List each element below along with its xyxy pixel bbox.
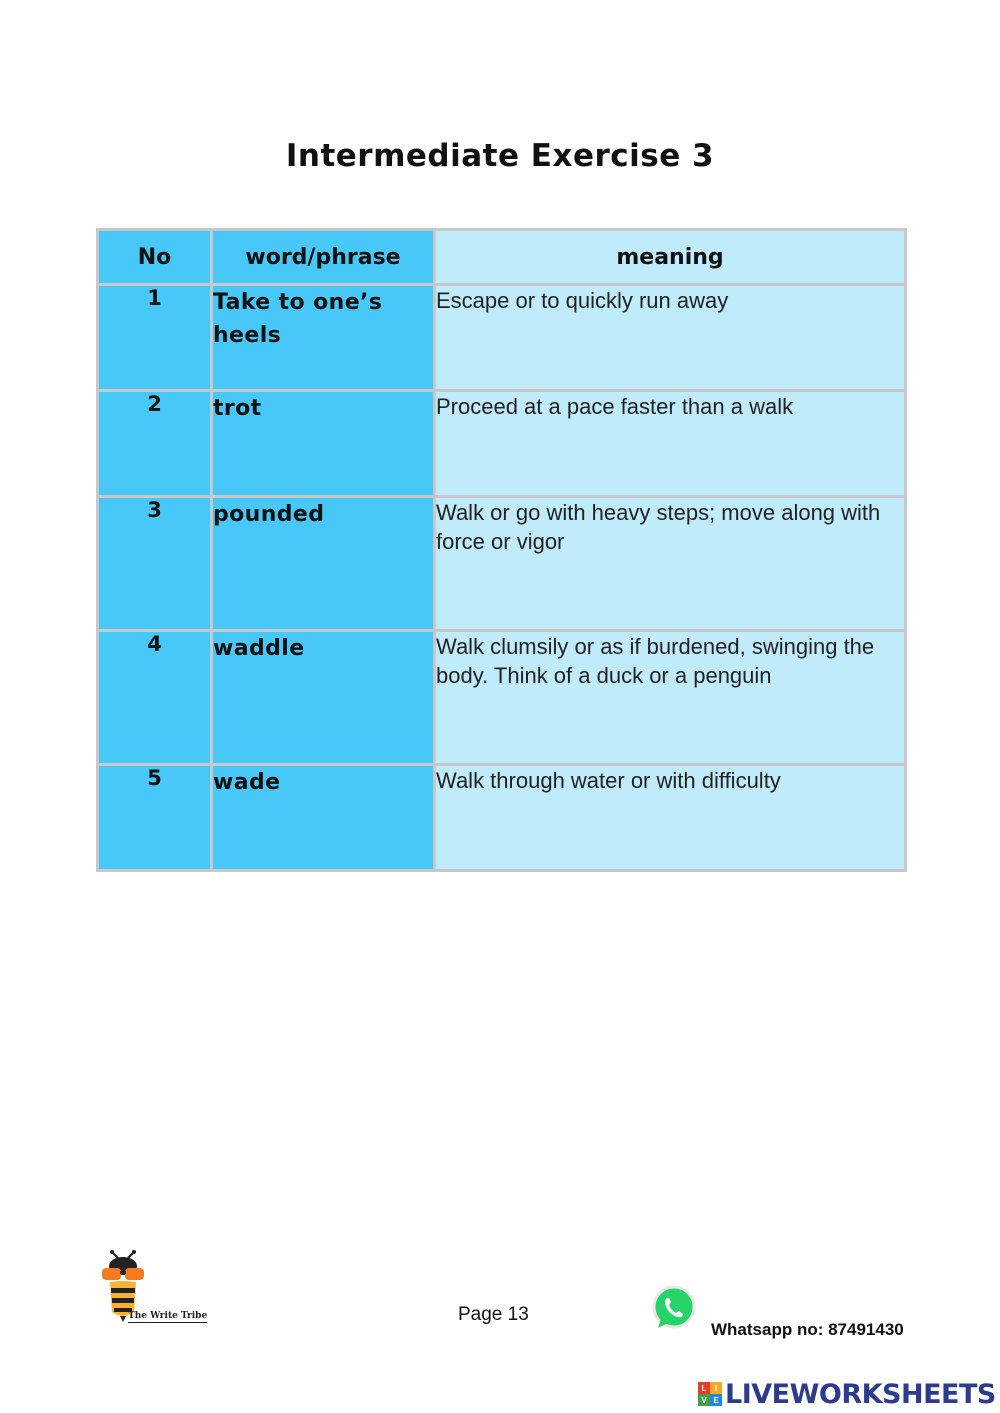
header-meaning: meaning [435, 230, 906, 285]
table-row [98, 497, 906, 631]
table-row [98, 631, 906, 765]
row-number: 1 [98, 285, 212, 391]
row-number: 2 [98, 391, 212, 497]
row-number: 3 [98, 497, 212, 631]
liveworksheets-badge-icon: L I V E [698, 1382, 722, 1406]
table-row [98, 391, 906, 497]
table-header-row [98, 230, 906, 285]
header-word: word/phrase [212, 230, 435, 285]
row-meaning: Escape or to quickly run away [435, 285, 906, 391]
page-number: Page 13 [458, 1304, 529, 1325]
row-word: pounded [212, 497, 435, 631]
liveworksheets-text: LIVEWORKSHEETS [725, 1378, 996, 1410]
whatsapp-icon [650, 1284, 698, 1332]
row-word: waddle [212, 631, 435, 765]
row-word: trot [212, 391, 435, 497]
whatsapp-number: Whatsapp no: 87491430 [711, 1320, 904, 1339]
row-number: 5 [98, 765, 212, 871]
liveworksheets-brand[interactable] [698, 1376, 996, 1412]
header-no: No [98, 230, 212, 285]
row-word: Take to one’s heels [212, 285, 435, 391]
table-row [98, 765, 906, 871]
row-meaning: Walk through water or with difficulty [435, 765, 906, 871]
page-title: Intermediate Exercise 3 [285, 138, 715, 174]
row-meaning: Walk clumsily or as if burdened, swinging the body. Think of a duck or a penguin [435, 631, 906, 765]
row-number: 4 [98, 631, 212, 765]
vocabulary-table [96, 228, 907, 872]
table-row [98, 285, 906, 391]
row-meaning: Walk or go with heavy steps; move along with force or vigor [435, 497, 906, 631]
logo-text: The Write Tribe [128, 1311, 208, 1321]
row-meaning: Proceed at a pace faster than a walk [435, 391, 906, 497]
row-word: wade [212, 765, 435, 871]
